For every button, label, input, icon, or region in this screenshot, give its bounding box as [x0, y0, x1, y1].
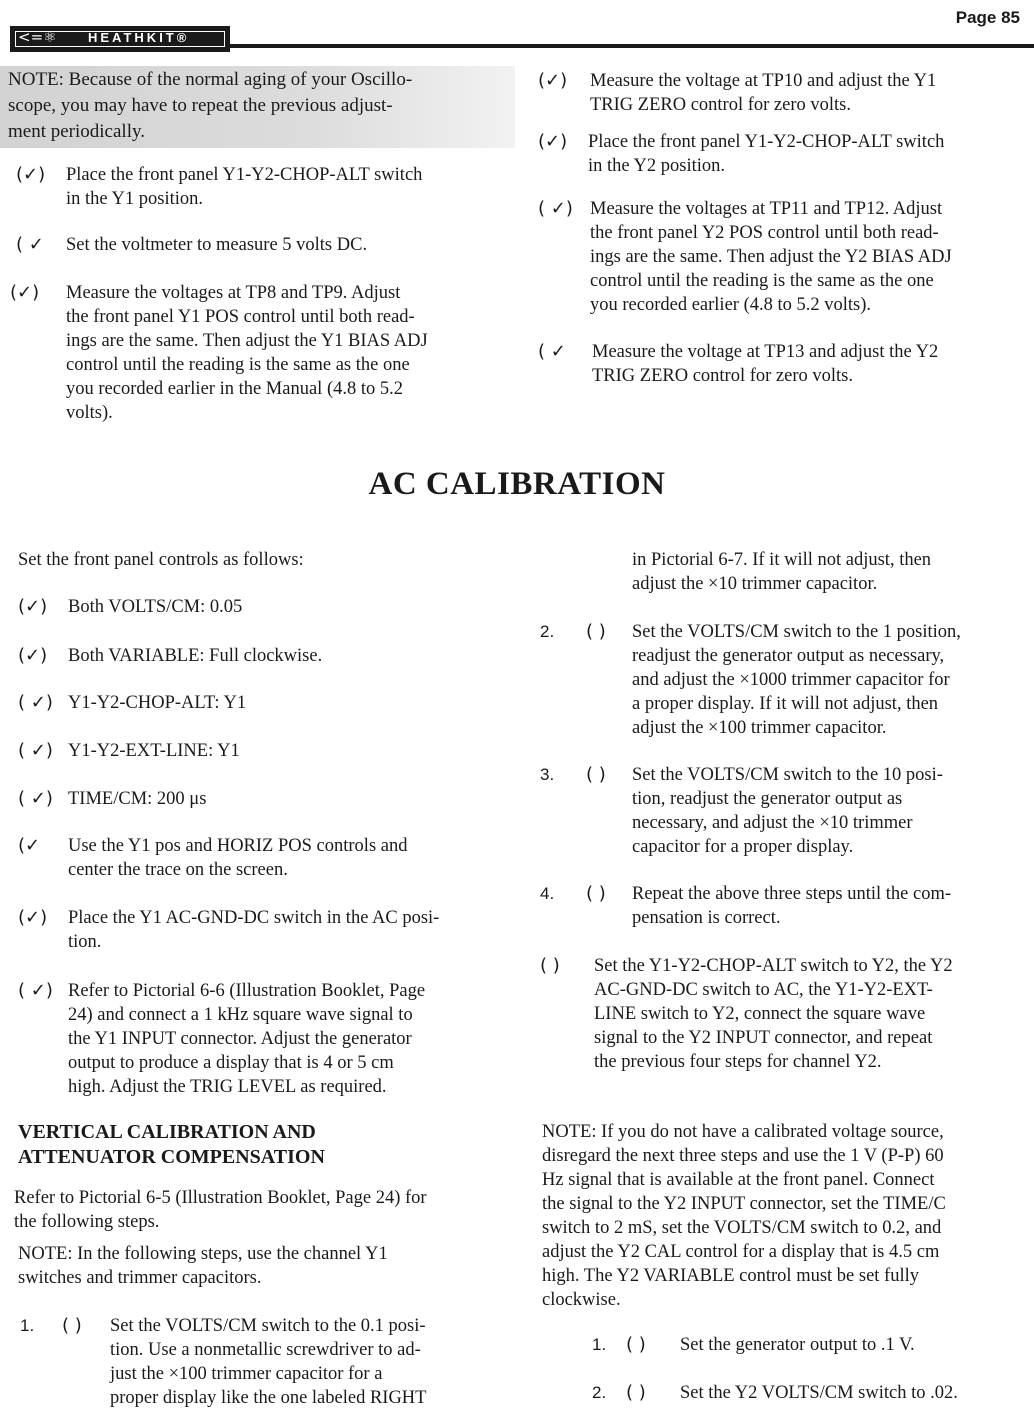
- instruction-line: control until the reading is the same as the one: [66, 355, 410, 375]
- instruction-line: ings are the same. Then adjust the Y2 BIAS ADJ: [590, 247, 952, 267]
- step-line: Repeat the above three steps until the com-: [632, 884, 952, 904]
- checkbox[interactable]: ( ✓): [18, 980, 53, 1001]
- calibration-step: [110, 1314, 500, 1410]
- checkbox[interactable]: ( ): [626, 1382, 646, 1403]
- checkbox[interactable]: ( ✓): [538, 198, 573, 219]
- page-number: Page 85: [955, 8, 1020, 27]
- instruction-line: high. Adjust the TRIG LEVEL as required.: [68, 1077, 387, 1097]
- checkbox[interactable]: (✓): [16, 164, 46, 185]
- voltage-source-note: [542, 1120, 1020, 1312]
- refer-line: the following steps.: [14, 1212, 160, 1232]
- instruction-line: in the Y2 position.: [588, 156, 726, 176]
- checkbox[interactable]: ( ): [626, 1334, 646, 1355]
- note-line: switch to 2 mS, set the VOLTS/CM switch to 0.2, and: [542, 1218, 942, 1238]
- step-line: and adjust the ×1000 trimmer capacitor for: [632, 670, 950, 690]
- calibration-step: [632, 882, 1020, 930]
- checkbox[interactable]: ( ): [586, 621, 606, 642]
- instruction-line: Set the voltmeter to measure 5 volts DC.: [66, 235, 368, 255]
- calibration-step: [680, 1381, 1020, 1405]
- refer-paragraph: [14, 1186, 498, 1234]
- checkbox[interactable]: ( ): [586, 764, 606, 785]
- step-line: adjust the ×10 trimmer capacitor.: [632, 574, 878, 594]
- instruction-line: 24) and connect a 1 kHz square wave signal to: [68, 1005, 413, 1025]
- vertical-calibration-heading: [18, 1120, 325, 1170]
- calibration-step: [632, 763, 1020, 859]
- step-number: 2.: [592, 1383, 607, 1402]
- calibration-step: [632, 620, 1020, 740]
- checkbox[interactable]: (✓): [10, 282, 40, 303]
- checkbox[interactable]: ( ✓): [18, 788, 53, 809]
- instruction-item: [66, 233, 496, 257]
- instruction-item: [592, 340, 1016, 388]
- step-line: Set the Y2 VOLTS/CM switch to .02.: [680, 1383, 958, 1403]
- step-line: Set the VOLTS/CM switch to the 10 posi-: [632, 765, 943, 785]
- instruction-line: signal to the Y2 INPUT connector, and repeat: [594, 1028, 933, 1048]
- instruction-line: TRIG ZERO control for zero volts.: [592, 366, 853, 386]
- instruction-line: TRIG ZERO control for zero volts.: [590, 95, 851, 115]
- step-line: Set the generator output to .1 V.: [680, 1335, 915, 1355]
- note-line: clockwise.: [542, 1290, 621, 1310]
- channel-note: [18, 1242, 498, 1290]
- section-title: AC CALIBRATION: [368, 466, 666, 502]
- checkbox[interactable]: (✓): [18, 907, 48, 928]
- logo-text: HEATHKIT®: [88, 30, 190, 45]
- step-number: 4.: [540, 884, 555, 903]
- step-line: adjust the ×100 trimmer capacitor.: [632, 718, 887, 738]
- instruction-item: [68, 906, 498, 954]
- instruction-line: Measure the voltages at TP11 and TP12. Adjust: [590, 199, 943, 219]
- instruction-line: output to produce a display that is 4 or 5 cm: [68, 1053, 394, 1073]
- checkbox[interactable]: (✓: [18, 835, 41, 856]
- checkbox[interactable]: (✓): [18, 645, 48, 666]
- note-line: the signal to the Y2 INPUT connector, set the TIME/C: [542, 1194, 946, 1214]
- instruction-line: control until the reading is the same as the one: [590, 271, 934, 291]
- instruction-line: tion.: [68, 932, 102, 952]
- control-setting: [68, 644, 498, 668]
- instruction-item: [588, 130, 1016, 178]
- step-line: capacitor for a proper display.: [632, 837, 854, 857]
- aging-note-box: [0, 66, 515, 148]
- checkbox[interactable]: ( ✓): [18, 740, 53, 761]
- instruction-line: Measure the voltages at TP8 and TP9. Adjust: [66, 283, 401, 303]
- control-setting: [68, 787, 498, 811]
- note-line: disregard the next three steps and use the 1 V (P-P) 60: [542, 1146, 944, 1166]
- step-line: tion. Use a nonmetallic screwdriver to ad-: [110, 1340, 421, 1360]
- subheading-line: ATTENUATOR COMPENSATION: [18, 1146, 325, 1168]
- instruction-line: Measure the voltage at TP13 and adjust the Y2: [592, 342, 939, 362]
- control-setting-line: Y1-Y2-EXT-LINE: Y1: [68, 741, 240, 761]
- step-line: just the ×100 trimmer capacitor for a: [110, 1364, 383, 1384]
- aging-note-line: ment periodically.: [8, 121, 145, 142]
- checkbox[interactable]: ( ✓): [18, 692, 53, 713]
- step-line: a proper display. If it will not adjust, then: [632, 694, 939, 714]
- instruction-item: [68, 979, 498, 1099]
- step-line: Set the VOLTS/CM switch to the 0.1 posi-: [110, 1316, 426, 1336]
- note-line: Hz signal that is available at the front panel. Connect: [542, 1170, 935, 1190]
- instruction-item: [66, 163, 496, 211]
- instruction-line: the Y1 INPUT connector. Adjust the generator: [68, 1029, 412, 1049]
- instruction-line: the front panel Y1 POS control until both read-: [66, 307, 415, 327]
- refer-line: Refer to Pictorial 6-5 (Illustration Booklet, Page 24) for: [14, 1188, 427, 1208]
- instruction-line: Refer to Pictorial 6-6 (Illustration Booklet, Page: [68, 981, 426, 1001]
- control-setting: [68, 595, 498, 619]
- instruction-line: Use the Y1 pos and HORIZ POS controls and: [68, 836, 408, 856]
- control-setting: [68, 691, 498, 715]
- instruction-line: the front panel Y2 POS control until both read-: [590, 223, 939, 243]
- ac-intro: Set the front panel controls as follows:: [18, 550, 304, 570]
- instruction-item: [68, 834, 498, 882]
- step-continuation: [632, 548, 1020, 596]
- checkbox[interactable]: (✓): [538, 131, 568, 152]
- aging-note-line: NOTE: Because of the normal aging of your Oscillo-: [8, 69, 413, 90]
- instruction-line: Place the Y1 AC-GND-DC switch in the AC posi-: [68, 908, 440, 928]
- calibration-step: [680, 1333, 1020, 1357]
- instruction-item: [66, 281, 496, 425]
- instruction-line: ings are the same. Then adjust the Y1 BIAS ADJ: [66, 331, 428, 351]
- note-line: high. The Y2 VARIABLE control must be set fully: [542, 1266, 920, 1286]
- step-number: 2.: [540, 622, 555, 641]
- step-line: proper display like the one labeled RIGHT: [110, 1388, 427, 1408]
- channel-note-line: NOTE: In the following steps, use the channel Y1: [18, 1244, 388, 1264]
- subheading-line: VERTICAL CALIBRATION AND: [18, 1121, 316, 1143]
- step-line: Set the VOLTS/CM switch to the 1 position,: [632, 622, 961, 642]
- step-line: tion, readjust the generator output as: [632, 789, 903, 809]
- step-line: necessary, and adjust the ×10 trimmer: [632, 813, 913, 833]
- control-setting-line: Both VOLTS/CM: 0.05: [68, 597, 243, 617]
- instruction-line: center the trace on the screen.: [68, 860, 288, 880]
- channel-note-line: switches and trimmer capacitors.: [18, 1268, 262, 1288]
- checkbox[interactable]: ( ): [586, 883, 606, 904]
- aging-note-line: scope, you may have to repeat the previous adjust-: [8, 95, 393, 116]
- step-number: 1.: [20, 1316, 35, 1335]
- instruction-line: AC-GND-DC switch to AC, the Y1-Y2-EXT-: [594, 980, 933, 1000]
- control-setting-line: Y1-Y2-CHOP-ALT: Y1: [68, 693, 247, 713]
- instruction-item: [590, 197, 1016, 317]
- control-setting: [68, 739, 498, 763]
- instruction-line: the previous four steps for channel Y2.: [594, 1052, 882, 1072]
- note-line: NOTE: If you do not have a calibrated voltage source,: [542, 1122, 944, 1142]
- step-number: 3.: [540, 765, 555, 784]
- step-line: readjust the generator output as necessary,: [632, 646, 945, 666]
- control-setting-line: Both VARIABLE: Full clockwise.: [68, 646, 323, 666]
- step-number: 1.: [592, 1335, 607, 1354]
- step-line: pensation is correct.: [632, 908, 781, 928]
- control-setting-line: TIME/CM: 200 μs: [68, 789, 207, 809]
- instruction-line: LINE switch to Y2, connect the square wave: [594, 1004, 926, 1024]
- instruction-line: Set the Y1-Y2-CHOP-ALT switch to Y2, the Y2: [594, 956, 953, 976]
- checkbox[interactable]: ( ✓: [16, 234, 44, 255]
- header-rule: [230, 44, 1034, 48]
- instruction-line: Measure the voltage at TP10 and adjust the Y1: [590, 71, 937, 91]
- checkbox[interactable]: (✓): [538, 70, 568, 91]
- checkbox[interactable]: ( ): [540, 955, 560, 976]
- instruction-line: you recorded earlier in the Manual (4.8 to 5.2: [66, 379, 403, 399]
- checkbox[interactable]: (✓): [18, 596, 48, 617]
- instruction-line: in the Y1 position.: [66, 189, 204, 209]
- checkbox[interactable]: ( ✓: [538, 341, 566, 362]
- instruction-line: you recorded earlier (4.8 to 5.2 volts).: [590, 295, 872, 315]
- heathkit-logo: [10, 26, 230, 52]
- instruction-line: Place the front panel Y1-Y2-CHOP-ALT switch: [588, 132, 945, 152]
- instruction-line: volts).: [66, 403, 113, 423]
- atom-icon: <=⚛: [18, 28, 57, 46]
- instruction-item: [594, 954, 1020, 1074]
- instruction-item: [590, 69, 1016, 117]
- note-line: adjust the Y2 CAL control for a display that is 4.5 cm: [542, 1242, 940, 1262]
- step-line: in Pictorial 6-7. If it will not adjust, then: [632, 550, 932, 570]
- instruction-line: Place the front panel Y1-Y2-CHOP-ALT switch: [66, 165, 423, 185]
- checkbox[interactable]: ( ): [62, 1315, 82, 1336]
